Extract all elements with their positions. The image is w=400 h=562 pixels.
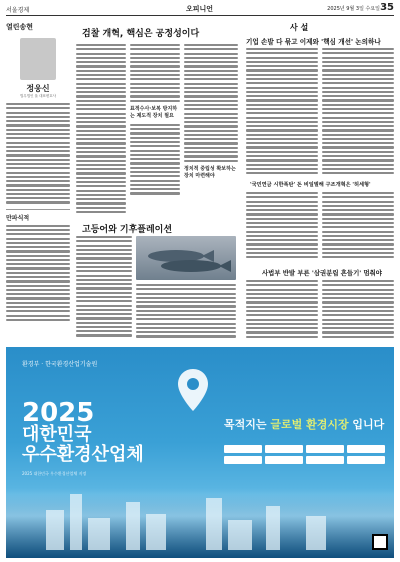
ad-slogan-highlight: 글로벌 환경시장 bbox=[270, 418, 349, 431]
ad-year: 2025 bbox=[22, 398, 95, 428]
page-header bbox=[6, 2, 394, 16]
article-body-text bbox=[6, 103, 70, 204]
editorial-headline-3: 사법부 반발 부른 '삼권분립 흔들기' 멈춰야 bbox=[262, 269, 382, 277]
editorial-col2 bbox=[322, 48, 394, 178]
editorial2-col2 bbox=[322, 192, 394, 262]
sponsor-logo bbox=[306, 445, 344, 453]
author-photo bbox=[20, 38, 56, 80]
sponsor-logo bbox=[265, 456, 303, 464]
main-article-col3 bbox=[184, 44, 238, 244]
qr-code-icon[interactable] bbox=[372, 534, 388, 550]
sponsor-logos bbox=[224, 445, 385, 464]
author-role: 법무법인 율 대표변호사 bbox=[19, 94, 57, 98]
editorial2-col1 bbox=[246, 192, 318, 262]
ad-slogan bbox=[224, 416, 384, 432]
left-byline-column bbox=[6, 22, 70, 342]
mid-article-headline: 고등어와 기후플레이션 bbox=[82, 225, 173, 235]
city-skyline-image bbox=[6, 488, 394, 558]
editorial-headline-1: 기업 손발 다 묶고 이제와 '핵심 개선' 논의하나 bbox=[246, 38, 381, 46]
main-article-col2 bbox=[130, 44, 180, 244]
sponsor-logo bbox=[224, 445, 262, 453]
main-subhead-2: 정치적 중립성 확보하는 장치 마련해야 bbox=[184, 165, 236, 179]
ad-slogan-prefix: 목적지는 bbox=[224, 418, 267, 431]
sponsor-logo bbox=[347, 445, 385, 453]
editorial-headline-2: '국민연금 시한폭탄' 돈 비일벌해 구조개혁은 '허세형' bbox=[250, 182, 371, 188]
advertisement-banner[interactable] bbox=[6, 347, 394, 558]
ad-title-line2: 우수환경산업체 bbox=[22, 444, 144, 465]
sponsor-logo bbox=[306, 456, 344, 464]
mid-article-col1 bbox=[76, 236, 132, 342]
editorial-col1 bbox=[246, 48, 318, 178]
editorial-label: 사 설 bbox=[290, 23, 309, 32]
mid-article-col2 bbox=[136, 284, 236, 342]
sponsor-logo bbox=[265, 445, 303, 453]
mini-column-text bbox=[6, 225, 70, 321]
issue-date: 2025년 9월 3일 수요일 bbox=[327, 6, 380, 12]
ad-note: 2025 대한민국 우수환경산업체 지정 bbox=[22, 471, 87, 476]
paper-name: 서울경제 bbox=[6, 7, 30, 14]
ad-organizations: 환경부 · 한국환경산업기술원 bbox=[22, 361, 98, 368]
mini-column-label: 만파식적 bbox=[6, 214, 30, 222]
mackerel-photo bbox=[136, 236, 236, 280]
ad-slogan-suffix: 입니다 bbox=[352, 418, 385, 431]
editorial3-col2 bbox=[322, 280, 394, 342]
main-article-col1 bbox=[76, 44, 126, 244]
author-name: 정웅신 bbox=[26, 84, 50, 93]
column-section-label: 열린송현 bbox=[6, 23, 34, 31]
sponsor-logo bbox=[224, 456, 262, 464]
sponsor-logo bbox=[347, 456, 385, 464]
page-number: 35 bbox=[380, 2, 394, 13]
editorial3-col1 bbox=[246, 280, 318, 342]
main-headline: 검찰 개혁, 핵심은 공정성이다 bbox=[82, 29, 200, 39]
ad-title-line1: 대한민국 bbox=[22, 424, 92, 445]
location-pin-icon bbox=[176, 367, 210, 413]
main-subhead-1: 표적수사·보복 방지하는 제도적 장치 필요 bbox=[130, 105, 178, 119]
section-title: 오피니언 bbox=[186, 5, 214, 13]
